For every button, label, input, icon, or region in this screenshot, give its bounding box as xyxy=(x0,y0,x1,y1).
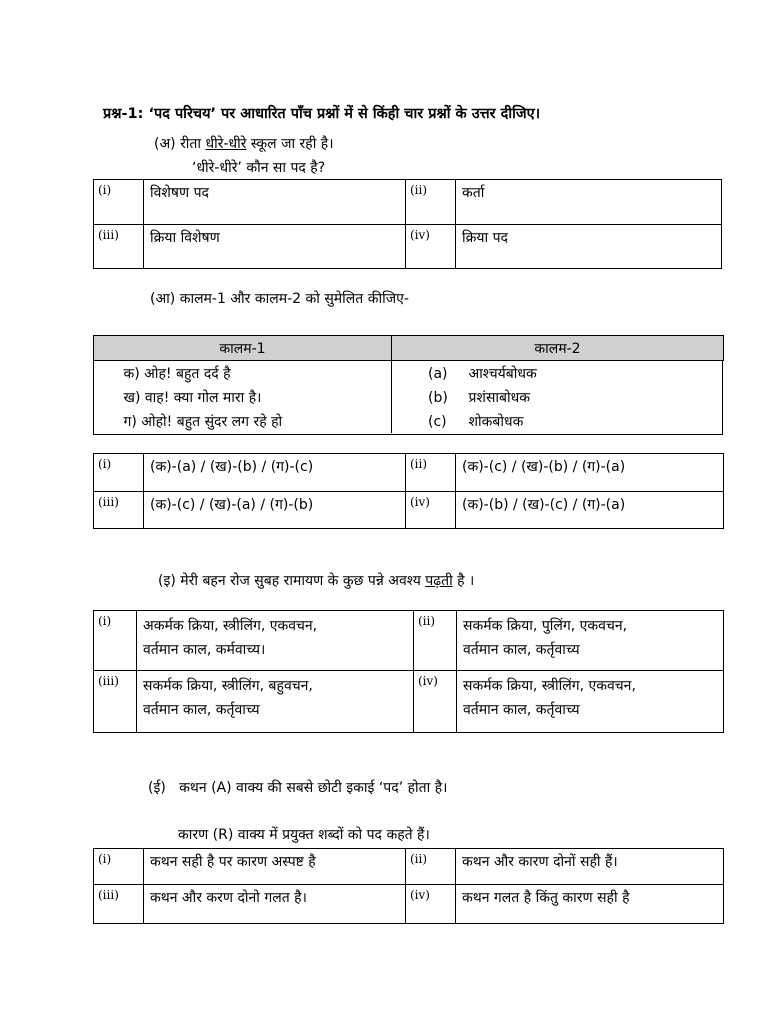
q3-option-line: सकर्मक क्रिया, स्त्रीलिंग, बहुवचन, xyxy=(143,678,313,694)
q2-label: (आ) xyxy=(150,291,176,307)
match-left: ग) ओहो! बहुत सुंदर लग रहे हो xyxy=(94,409,392,433)
match-code: (c) xyxy=(428,413,447,430)
q3-sentence-pre: मेरी बहन रोज सुबह रामायण के कुछ पन्ने अवश्य xyxy=(180,573,426,589)
q3-option-line: सकर्मक क्रिया, पुलिंग, एकवचन, xyxy=(463,618,628,634)
match-right-text: प्रशंसाबोधक xyxy=(468,389,531,406)
q1-label: (अ) xyxy=(154,136,176,152)
q4-option-text[interactable]: कथन गलत है किंतु कारण सही है xyxy=(456,885,724,924)
q1-option-text[interactable]: विशेषण पद xyxy=(144,180,406,225)
q1-option-num: (iii) xyxy=(94,225,144,269)
match-right xyxy=(392,409,724,433)
q4-assertion xyxy=(148,778,447,797)
q3-options-table xyxy=(93,610,724,733)
q4-option-text[interactable]: कथन सही है पर कारण अस्पष्ट है xyxy=(144,849,406,885)
q3-option-line: वर्तमान काल, कर्मवाच्य। xyxy=(143,642,266,658)
q1-sentence xyxy=(154,134,334,153)
q2-options-table xyxy=(93,453,724,529)
q4-option-num: (iv) xyxy=(406,885,456,924)
q2-option-num: (iii) xyxy=(94,492,144,529)
match-left: क) ओह! बहुत दर्द है xyxy=(94,361,392,386)
q1-question: ‘धीरे-धीरे’ कौन सा पद है? xyxy=(192,160,326,176)
q3-sentence xyxy=(158,571,474,590)
q2-option-num: (ii) xyxy=(406,454,456,492)
q3-underlined-word: पढ़ती xyxy=(425,573,453,589)
q2-option-text[interactable]: (क)-(a) / (ख)-(b) / (ग)-(c) xyxy=(144,454,406,492)
q2-option-text[interactable]: (क)-(b) / (ख)-(c) / (ग)-(a) xyxy=(456,492,724,529)
q1-option-text[interactable]: कर्ता xyxy=(456,180,722,225)
q3-option-line: वर्तमान काल, कर्तृवाच्य xyxy=(463,642,580,658)
match-left: ख) वाह! क्या गोल मारा है। xyxy=(94,385,392,409)
q3-option-line: अकर्मक क्रिया, स्त्रीलिंग, एकवचन, xyxy=(143,618,318,634)
q3-option-num: (iii) xyxy=(94,671,137,733)
q4-option-num: (ii) xyxy=(406,849,456,885)
q4-option-text[interactable]: कथन और करण दोनो गलत है। xyxy=(144,885,406,924)
q2-option-num: (iv) xyxy=(406,492,456,529)
q3-option-line: सकर्मक क्रिया, स्त्रीलिंग, एकवचन, xyxy=(463,678,636,694)
q3-label: (इ) xyxy=(158,573,176,589)
match-right-text: शोकबोधक xyxy=(468,413,524,430)
q1-options-table xyxy=(93,179,722,269)
q3-option-line: वर्तमान काल, कर्तृवाच्य xyxy=(143,702,260,718)
q3-option-line: वर्तमान काल, कर्तृवाच्य xyxy=(463,702,580,718)
q4-reason: कारण (R) वाक्य में प्रयुक्त शब्दों को पद कहते हैं। xyxy=(178,827,430,843)
q2-instruction-text: कालम-1 और कालम-2 को सुमेलित कीजिए- xyxy=(179,291,409,307)
q4-option-num: (iii) xyxy=(94,885,144,924)
q1-sentence-post: स्कूल जा रही है। xyxy=(246,136,334,152)
q1-option-num: (iv) xyxy=(406,225,456,269)
q2-option-text[interactable]: (क)-(c) / (ख)-(a) / (ग)-(b) xyxy=(144,492,406,529)
match-code: (a) xyxy=(428,365,448,382)
q3-option-num: (ii) xyxy=(414,611,457,671)
q1-sentence-pre: रीता xyxy=(180,136,206,152)
match-code: (b) xyxy=(428,389,448,406)
col1-header: कालम-1 xyxy=(94,336,392,361)
match-right xyxy=(392,361,724,386)
q2-option-num: (i) xyxy=(94,454,144,492)
col2-header: कालम-2 xyxy=(392,336,724,361)
q3-option-text[interactable] xyxy=(457,611,724,671)
match-table xyxy=(93,335,724,433)
q3-option-num: (i) xyxy=(94,611,137,671)
q3-option-text[interactable] xyxy=(137,671,414,733)
q1-option-text[interactable]: क्रिया पद xyxy=(456,225,722,269)
q4-option-text[interactable]: कथन और कारण दोनों सही हैं। xyxy=(456,849,724,885)
question-heading: प्रश्न-1: ‘पद परिचय’ पर आधारित पाँच प्रश्नों में से किंही चार प्रश्नों के उत्तर दीजिए। xyxy=(103,106,541,122)
q3-option-text[interactable] xyxy=(457,671,724,733)
match-right xyxy=(392,385,724,409)
q1-underlined-word: धीरे-धीरे xyxy=(205,136,247,152)
q1-option-num: (i) xyxy=(94,180,144,225)
q2-instruction xyxy=(150,289,409,308)
match-right-text: आश्चर्यबोधक xyxy=(468,365,537,382)
q4-assertion-text: कथन (A) वाक्य की सबसे छोटी इकाई ‘पद’ होता है। xyxy=(179,780,448,796)
q4-option-num: (i) xyxy=(94,849,144,885)
q3-sentence-post: है । xyxy=(452,573,475,589)
q3-option-text[interactable] xyxy=(137,611,414,671)
q1-option-text[interactable]: क्रिया विशेषण xyxy=(144,225,406,269)
q3-option-num: (iv) xyxy=(414,671,457,733)
q4-label: (ई) xyxy=(148,780,166,796)
q4-options-table xyxy=(93,848,724,924)
q2-option-text[interactable]: (क)-(c) / (ख)-(b) / (ग)-(a) xyxy=(456,454,724,492)
q1-option-num: (ii) xyxy=(406,180,456,225)
